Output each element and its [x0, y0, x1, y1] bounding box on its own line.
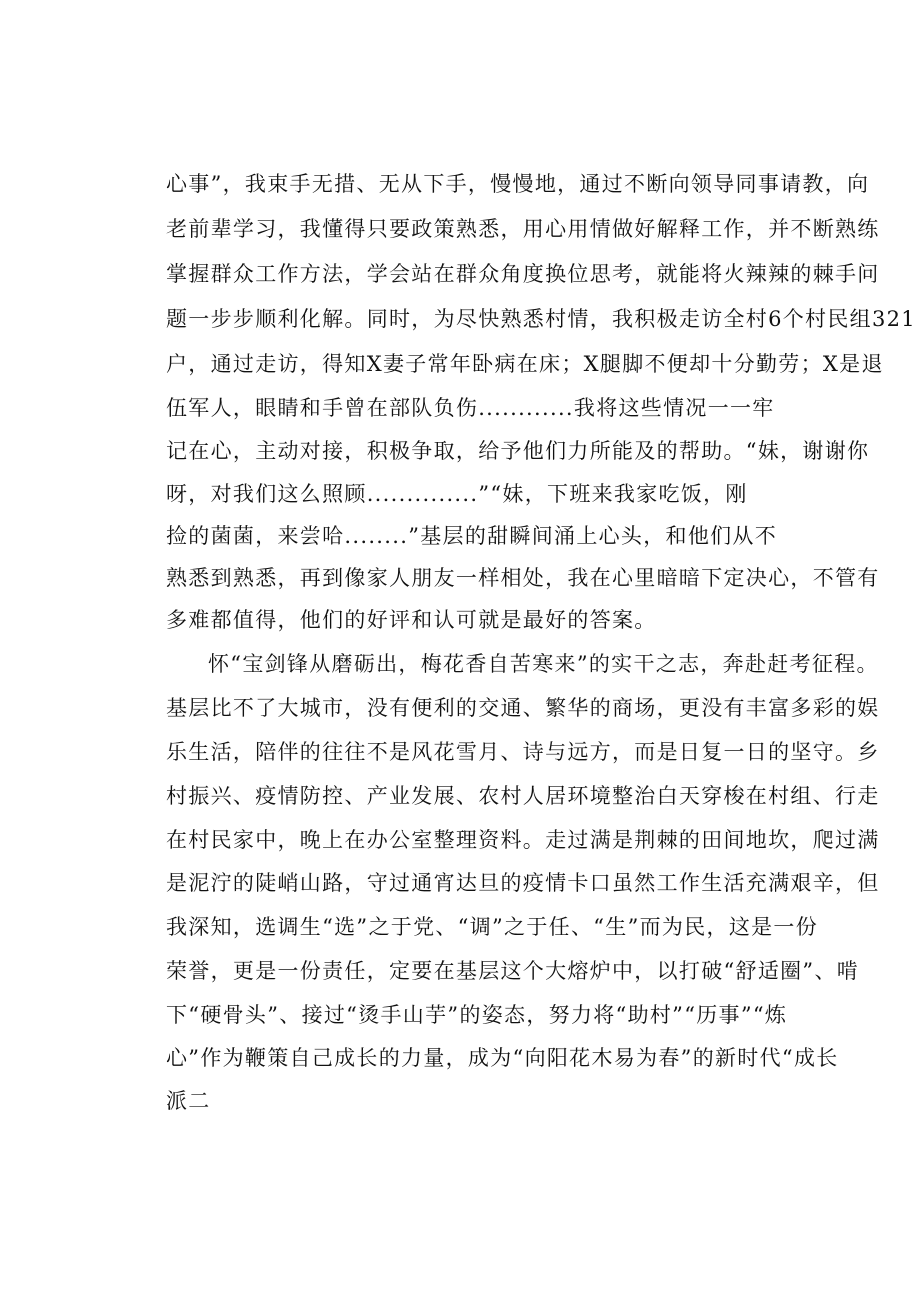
text-line: 掌握群众工作方法，学会站在群众角度换位思考，就能将火辣辣的棘手问	[166, 262, 880, 286]
text-line: 捡的菌菌，来尝哈........”基层的甜瞬间涌上心头，和他们从不	[166, 524, 778, 548]
text-line: 派二	[166, 1089, 211, 1113]
text-line: 多难都值得，他们的好评和认可就是最好的答案。	[166, 608, 657, 632]
text-line: 下“硬骨头”、接过“烫手山芋”的姿态，努力将“助村”“历事”“炼	[166, 1003, 788, 1027]
text-line: 村振兴、疫情防控、产业发展、农村人居环境整治白天穿梭在村组、行走	[166, 784, 880, 808]
text-line: 熟悉到熟悉，再到像家人朋友一样相处，我在心里暗暗下定决心，不管有	[166, 566, 880, 590]
text-line: 我深知，选调生“选”之于党、“调”之于任、“生”而为民，这是一份	[166, 915, 819, 939]
text-line: 伍军人，眼睛和手曾在部队负伤............我将这些情况一一牢	[166, 396, 775, 420]
text-line: 心”作为鞭策自己成长的力量，成为“向阳花木易为春”的新时代“成长	[166, 1046, 839, 1070]
text-line: 乐生活，陪伴的往往不是风花雪月、诗与远方，而是日复一日的坚守。乡	[166, 740, 880, 764]
text-line: 心事”，我束手无措、无从下手，慢慢地，通过不断向领导同事请教，向	[166, 172, 870, 196]
text-line: 题一步步顺利化解。同时，为尽快熟悉村情，我积极走访全村6个村民组321	[166, 307, 916, 331]
paragraph-first-line: 怀“宝剑锋从磨砺出，梅花香自苦寒来”的实干之志，奔赴赶考征程。	[208, 652, 879, 676]
text-line: 老前辈学习，我懂得只要政策熟悉，用心用情做好解释工作，并不断熟练	[166, 217, 880, 241]
text-line: 在村民家中，晚上在办公室整理资料。走过满是荆棘的田间地坎，爬过满	[166, 828, 880, 852]
text-line: 是泥泞的陡峭山路，守过通宵达旦的疫情卡口虽然工作生活充满艰辛，但	[166, 871, 880, 895]
text-line: 户，通过走访，得知X妻子常年卧病在床；X腿脚不便却十分勤劳；X是退	[166, 352, 884, 376]
text-line: 记在心，主动对接，积极争取，给予他们力所能及的帮助。“妹，谢谢你	[166, 439, 870, 463]
text-line: 荣誉，更是一份责任，定要在基层这个大熔炉中，以打破“舒适圈”、啃	[166, 959, 860, 983]
text-line: 呀，对我们这么照顾..............”“妹，下班来我家吃饭，刚	[166, 482, 748, 506]
text-line: 基层比不了大城市，没有便利的交通、繁华的商场，更没有丰富多彩的娱	[166, 696, 880, 720]
